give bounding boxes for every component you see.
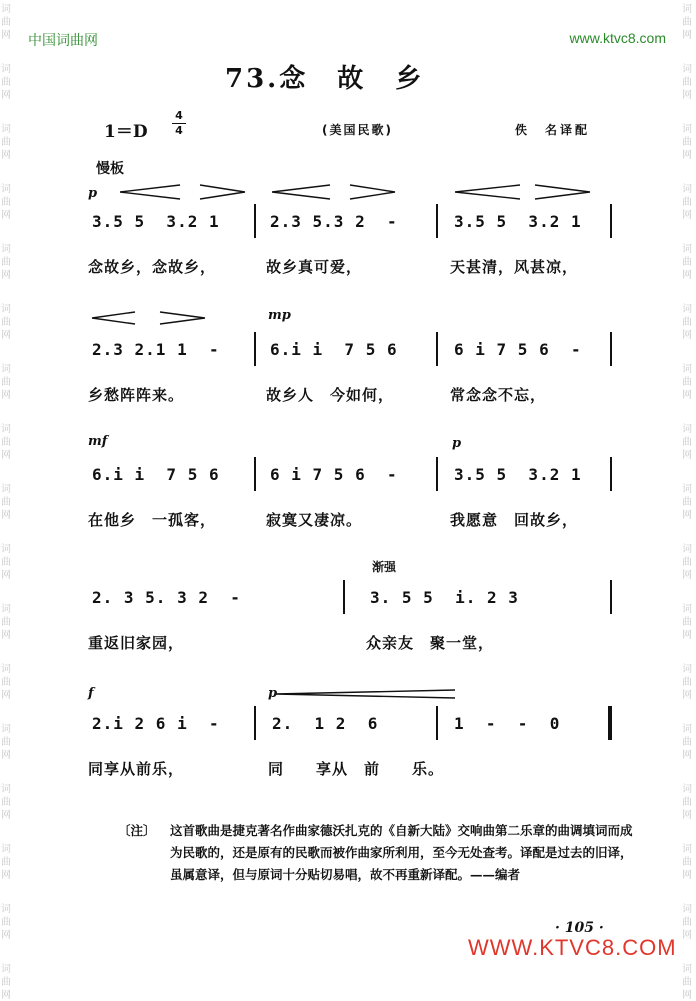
footnote-text: 这首歌曲是捷克著名作曲家德沃扎克的《自新大陆》交响曲第二乐章的曲调填词而成为民歌的，还是原有的民歌而被作曲家所利用，至今无处查考。译配是过去的旧译，虽属意译，但与原词十分贴切易唱，故不再重新译配。——编者 (170, 823, 633, 882)
watermark-glyph: 网 (682, 750, 692, 761)
watermark-glyph: 词 (682, 604, 692, 615)
measure-notes: 2. 1 2 6 (272, 714, 379, 733)
watermark-glyph: 词 (1, 244, 11, 255)
watermark-glyph: 曲 (682, 257, 692, 268)
measure-notes: 2.3 2.1 1 - (92, 340, 220, 359)
watermark-glyph: 词 (1, 964, 11, 975)
dynamic-marking: p (268, 686, 278, 701)
watermark-glyph: 网 (682, 30, 692, 41)
crescendo-hairpin (92, 312, 135, 324)
watermark-glyph: 网 (682, 690, 692, 701)
watermark-glyph: 网 (682, 990, 692, 1001)
watermark-glyph: 曲 (1, 797, 11, 808)
watermark-glyph: 曲 (682, 17, 692, 28)
barline (610, 580, 612, 614)
watermark-glyph: 词 (682, 364, 692, 375)
watermark-glyph: 曲 (682, 437, 692, 448)
watermark-glyph: 网 (682, 270, 692, 281)
time-bottom: 4 (175, 124, 183, 137)
watermark-glyph: 词 (1, 784, 11, 795)
barline (254, 204, 256, 238)
watermark-glyph: 词 (1, 904, 11, 915)
lyric-line: 我愿意 回故乡， (450, 511, 579, 529)
lyric-line: 重返旧家园， (88, 634, 185, 652)
watermark-glyph: 曲 (682, 557, 692, 568)
measure-notes: 3. 5 5 i. 2 3 (370, 588, 519, 607)
watermark-glyph: 词 (682, 964, 692, 975)
lyric-line: 同享从前乐， (88, 760, 185, 778)
watermark-glyph: 曲 (1, 17, 11, 28)
watermark-glyph: 曲 (1, 377, 11, 388)
time-top: 4 (175, 109, 183, 122)
watermark-glyph: 网 (1, 990, 11, 1001)
watermark-glyph: 曲 (1, 137, 11, 148)
barline (610, 204, 612, 238)
watermark-glyph: 网 (1, 630, 11, 641)
dynamic-marking: mf (88, 434, 108, 449)
watermark-glyph: 曲 (682, 617, 692, 628)
watermark-glyph: 词 (1, 64, 11, 75)
dynamic-marking: p (88, 186, 98, 201)
watermark-glyph: 曲 (682, 857, 692, 868)
watermark-glyph: 词 (1, 184, 11, 195)
watermark-glyph: 词 (682, 664, 692, 675)
watermark-glyph: 曲 (1, 917, 11, 928)
dynamic-marking: f (88, 686, 94, 701)
barline (254, 332, 256, 366)
lyric-line: 天甚清，风甚凉， (450, 258, 579, 276)
watermark-glyph: 曲 (682, 137, 692, 148)
watermark-glyph: 曲 (682, 737, 692, 748)
footer-url: WWW.KTVC8.COM (468, 935, 677, 960)
watermark-glyph: 词 (682, 304, 692, 315)
watermark-glyph: 词 (682, 724, 692, 735)
measure-notes: 2.3 5.3 2 - (270, 212, 398, 231)
measure-notes: 1 - - 0 (454, 714, 561, 733)
watermark-glyph: 网 (1, 510, 11, 521)
watermark-glyph: 曲 (1, 617, 11, 628)
barline (436, 706, 438, 740)
lyric-line: 故乡人 今如何， (266, 386, 395, 404)
measure-notes: 2.i 2 6 i - (92, 714, 220, 733)
crescendo-hairpin (120, 185, 180, 199)
watermark-glyph: 网 (682, 210, 692, 221)
watermark-glyph: 曲 (1, 497, 11, 508)
watermark-glyph: 网 (1, 690, 11, 701)
barline (436, 457, 438, 491)
site-url-right: www.ktvc8.com (569, 30, 666, 46)
lyric-line: 寂寞又凄凉。 (266, 511, 363, 529)
song-origin: (美国民歌) (322, 123, 393, 137)
watermark-glyph: 词 (682, 484, 692, 495)
watermark-glyph: 词 (682, 244, 692, 255)
lyric-line: 在他乡 一孤客， (88, 511, 217, 529)
watermark-glyph: 网 (682, 390, 692, 401)
watermark-glyph: 网 (1, 750, 11, 761)
watermark-glyph: 网 (682, 630, 692, 641)
watermark-glyph: 词 (682, 784, 692, 795)
watermark-glyph: 词 (682, 4, 692, 15)
watermark-glyph: 网 (1, 570, 11, 581)
measure-notes: 3.5 5 3.2 1 (92, 212, 220, 231)
barline (343, 580, 345, 614)
watermark-glyph: 网 (1, 150, 11, 161)
watermark-glyph: 网 (1, 810, 11, 821)
barline (436, 204, 438, 238)
watermark-glyph: 网 (682, 450, 692, 461)
watermark-glyph: 网 (1, 930, 11, 941)
watermark-glyph: 网 (682, 930, 692, 941)
watermark-glyph: 曲 (1, 737, 11, 748)
key-signature: 1＝D (104, 122, 148, 142)
watermark-glyph: 词 (1, 484, 11, 495)
song-title: 73.念 故 乡 (225, 64, 425, 94)
watermark-glyph: 词 (682, 64, 692, 75)
decrescendo-hairpin (200, 185, 245, 199)
crescendo-hairpin (455, 185, 520, 199)
lyric-line: 故乡真可爱， (266, 258, 363, 276)
watermark-glyph: 网 (1, 390, 11, 401)
decrescendo-hairpin (160, 312, 205, 324)
watermark-glyph: 曲 (682, 317, 692, 328)
watermark-glyph: 词 (682, 904, 692, 915)
crescendo-hairpin (272, 185, 330, 199)
watermark-glyph: 网 (682, 330, 692, 341)
watermark-glyph: 网 (1, 210, 11, 221)
watermark-glyph: 词 (1, 124, 11, 135)
watermark-glyph: 网 (682, 570, 692, 581)
watermark-glyph: 曲 (682, 377, 692, 388)
watermark-glyph: 网 (1, 330, 11, 341)
dynamic-marking: mp (268, 308, 291, 323)
watermark-glyph: 曲 (682, 917, 692, 928)
watermark-glyph: 词 (1, 544, 11, 555)
watermark-glyph: 曲 (1, 977, 11, 988)
barline (608, 706, 612, 740)
lyric-line: 众亲友 聚一堂， (366, 634, 495, 652)
watermark-glyph: 网 (682, 510, 692, 521)
site-name-left: 中国词曲网 (28, 33, 98, 49)
barline (610, 332, 612, 366)
watermark-glyph: 网 (1, 30, 11, 41)
watermark-glyph: 曲 (682, 197, 692, 208)
watermark-glyph: 词 (1, 304, 11, 315)
watermark-glyph: 网 (682, 870, 692, 881)
watermark-glyph: 网 (1, 270, 11, 281)
barline (610, 457, 612, 491)
barline (254, 457, 256, 491)
lyric-line: 乡愁阵阵来。 (88, 386, 185, 404)
watermark-glyph: 词 (682, 424, 692, 435)
measure-notes: 3.5 5 3.2 1 (454, 212, 582, 231)
watermark-glyph: 曲 (682, 77, 692, 88)
watermark-glyph: 曲 (682, 497, 692, 508)
dynamic-marking: 渐强 (372, 560, 397, 574)
watermark-glyph: 词 (1, 364, 11, 375)
watermark-glyph: 词 (1, 424, 11, 435)
dynamic-marking: p (452, 436, 462, 451)
watermark-glyph: 词 (1, 4, 11, 15)
watermark-glyph: 曲 (682, 677, 692, 688)
watermark-glyph: 网 (682, 150, 692, 161)
decrescendo-hairpin (535, 185, 590, 199)
barline (254, 706, 256, 740)
watermark-glyph: 曲 (1, 257, 11, 268)
watermark-glyph: 网 (682, 90, 692, 101)
song-credit: 佚 名译配 (515, 123, 591, 137)
watermark-glyph: 词 (682, 544, 692, 555)
watermark-glyph: 曲 (1, 557, 11, 568)
watermark-glyph: 词 (1, 844, 11, 855)
watermark-glyph: 词 (682, 124, 692, 135)
measure-notes: 6 i 7 5 6 - (270, 465, 398, 484)
watermark-glyph: 曲 (1, 317, 11, 328)
watermark-glyph: 网 (1, 90, 11, 101)
crescendo-hairpin (275, 690, 455, 698)
lyric-line: 常念念不忘， (450, 386, 547, 404)
watermark-glyph: 曲 (682, 977, 692, 988)
watermark-glyph: 曲 (1, 77, 11, 88)
watermark-glyph: 曲 (1, 437, 11, 448)
watermark-glyph: 曲 (1, 197, 11, 208)
lyric-line: 念故乡，念故乡， (88, 258, 217, 276)
measure-notes: 6.i i 7 5 6 (92, 465, 220, 484)
watermark-glyph: 曲 (1, 677, 11, 688)
watermark-glyph: 词 (1, 664, 11, 675)
measure-notes: 6 i 7 5 6 - (454, 340, 582, 359)
measure-notes: 3.5 5 3.2 1 (454, 465, 582, 484)
decrescendo-hairpin (350, 185, 395, 199)
watermark-glyph: 网 (1, 450, 11, 461)
tempo-marking: 慢板 (96, 161, 124, 177)
measure-notes: 2. 3 5. 3 2 - (92, 588, 241, 607)
lyric-line: 同 享从 前 乐。 (268, 760, 445, 778)
watermark-glyph: 词 (1, 604, 11, 615)
watermark-glyph: 曲 (1, 857, 11, 868)
watermark-glyph: 词 (682, 844, 692, 855)
watermark-glyph: 词 (682, 184, 692, 195)
watermark-glyph: 网 (1, 870, 11, 881)
barline (436, 332, 438, 366)
watermark-glyph: 词 (1, 724, 11, 735)
page-number: · 105 · (555, 920, 604, 936)
watermark-glyph: 曲 (682, 797, 692, 808)
watermark-glyph: 网 (682, 810, 692, 821)
measure-notes: 6.i i 7 5 6 (270, 340, 398, 359)
footnote-label: 〔注〕 (118, 823, 156, 838)
